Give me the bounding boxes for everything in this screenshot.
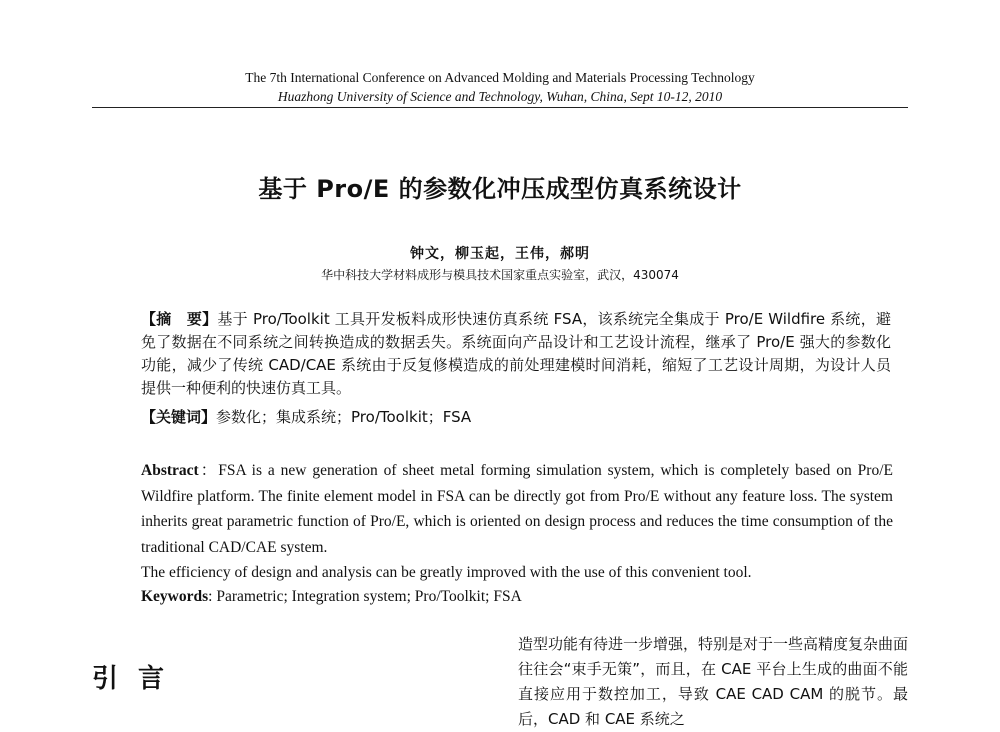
header-divider	[92, 107, 908, 108]
english-abstract-efficiency: The efficiency of design and analysis can be greatly improved with the use of this convenient tool.	[141, 564, 752, 581]
english-abstract-separator: ：	[198, 462, 219, 479]
chinese-keywords-text: 参数化；集成系统；Pro/Toolkit；FSA	[216, 408, 472, 426]
english-abstract	[141, 458, 893, 560]
english-keywords-text: : Parametric; Integration system; Pro/Toolkit; FSA	[208, 588, 522, 605]
chinese-abstract	[141, 308, 891, 400]
affiliation: 华中科技大学材料成形与模具技术国家重点实验室，武汉，430074	[321, 268, 679, 282]
conference-name: The 7th International Conference on Advanced Molding and Materials Processing Technology	[245, 70, 755, 85]
chinese-abstract-text: 基于 Pro/Toolkit 工具开发板料成形快速仿真系统 FSA，该系统完全集成于 Pro/E Wildfire 系统，避免了数据在不同系统之间转换造成的数据丢失。系统面向产品设计和工艺设计流程，继承了 Pro/E 强大的参数化功能，减少了传统 CAD/CAE 系统由于反复修模造成的前处理建模时间消耗，缩短了工艺设计周期，为设计人员提供一种便利的快速仿真工具。	[141, 310, 891, 397]
english-abstract-label: Abstract	[141, 462, 199, 479]
english-keywords	[141, 584, 893, 610]
section-heading-introduction: 引言	[92, 664, 185, 694]
chinese-abstract-label: 【摘 要】	[141, 310, 218, 328]
english-abstract-text: FSA is a new generation of sheet metal forming simulation system, which is completely based on Pro/E Wildfire platform. The finite element model in FSA can be directly got from Pro/E without any feature loss. The system inherits great parametric function of Pro/E, which is oriented on design process and reduces the time consumption of the traditional CAD/CAE system.	[141, 462, 893, 556]
right-column-text: 造型功能有待进一步增强，特别是对于一些高精度复杂曲面往往会“束手无策”，而且，在 CAE 平台上生成的曲面不能直接应用于数控加工，导致 CAE CAD CAM 的脱节。最后，CAD 和 CAE 系统之	[518, 635, 909, 728]
conference-venue: Huazhong University of Science and Technology, Wuhan, China, Sept 10-12, 2010	[277, 89, 723, 104]
paper-title: 基于 Pro/E 的参数化冲压成型仿真系统设计	[258, 175, 742, 203]
english-keywords-label: Keywords	[141, 588, 209, 605]
chinese-keywords-label: 【关键词】	[141, 408, 217, 426]
chinese-keywords	[141, 406, 891, 429]
author-list: 钟文，柳玉起，王伟，郝明	[410, 246, 590, 262]
